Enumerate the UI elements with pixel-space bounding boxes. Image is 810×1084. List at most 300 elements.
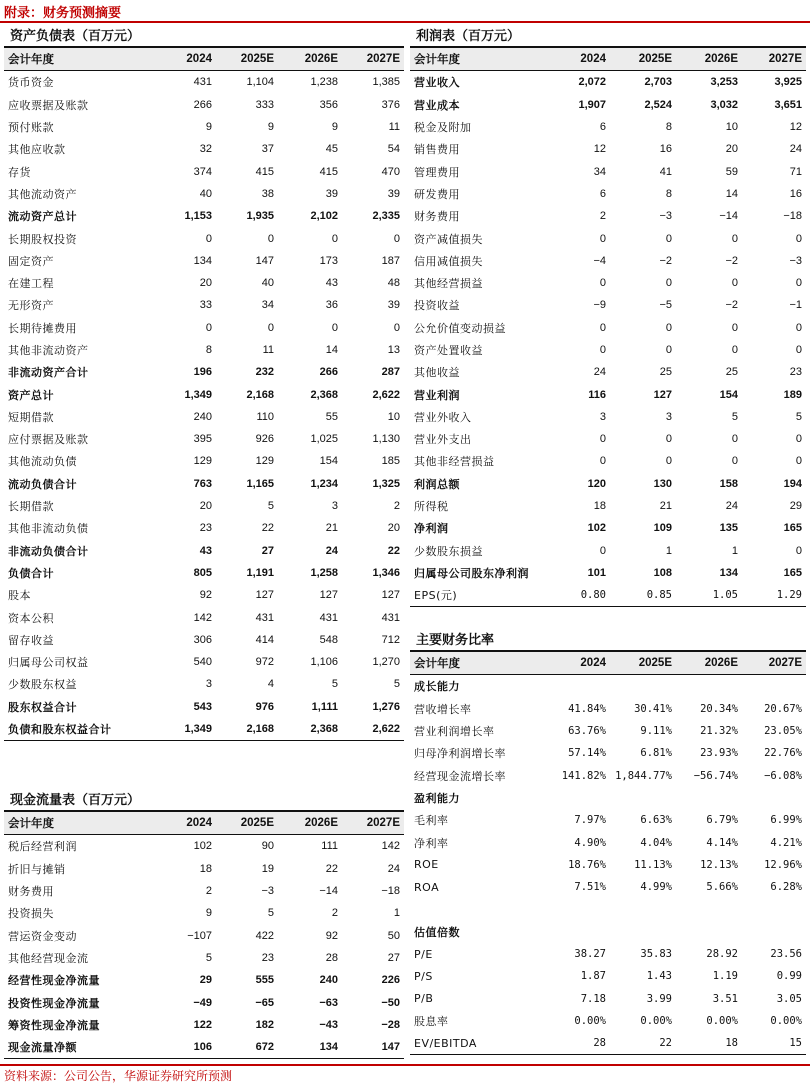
- cash-flow-section: [4, 790, 404, 1059]
- row-value: [544, 921, 610, 943]
- row-value: 134: [193, 254, 212, 267]
- row-value: 1,844.77%: [615, 769, 672, 782]
- row-value: 18: [199, 862, 212, 875]
- row-value: 1,349: [184, 388, 212, 401]
- row-value: 29: [199, 974, 212, 987]
- row-value: 12.96%: [764, 858, 802, 871]
- row-label: 营业利润: [414, 388, 460, 402]
- row-label: 股东权益合计: [8, 700, 77, 714]
- row-value: 0.85: [646, 589, 672, 602]
- row-value: 240: [319, 974, 338, 987]
- row-value: 0.80: [580, 589, 606, 602]
- row-value: 28: [325, 951, 338, 964]
- row-label: ROE: [414, 858, 439, 872]
- table-row: [4, 858, 404, 880]
- row-value: 13: [387, 344, 400, 356]
- row-value: 185: [381, 455, 400, 468]
- row-label: 营业收入: [414, 76, 460, 90]
- row-value: 2,524: [644, 98, 672, 111]
- row-label: 营收增长率: [414, 702, 472, 716]
- row-value: 431: [381, 611, 400, 624]
- row-value: 40: [261, 277, 274, 290]
- row-value: 11: [388, 121, 400, 134]
- row-value: 0: [795, 321, 802, 334]
- header-year: 2027E: [366, 817, 400, 830]
- row-value: 20: [199, 500, 212, 513]
- source-note: 资料来源：公司公告，华源证券研究所预测: [4, 1069, 233, 1083]
- header-year: 2024: [580, 657, 606, 670]
- row-value: 2,622: [372, 388, 400, 401]
- row-value: 23: [789, 366, 802, 379]
- row-label: 流动负债合计: [8, 477, 77, 491]
- row-value: −18: [381, 885, 400, 898]
- table-row: [410, 227, 806, 249]
- header-year: 2026E: [304, 53, 338, 66]
- row-value: 333: [255, 98, 274, 111]
- row-value: 23.93%: [700, 747, 738, 760]
- table-row: [410, 428, 806, 450]
- row-value: 142: [193, 611, 212, 624]
- row-value: 194: [783, 477, 802, 490]
- row-value: 22: [261, 522, 274, 535]
- row-value: 57.14%: [568, 747, 606, 760]
- table-row: [4, 924, 404, 946]
- row-value: −4: [593, 254, 606, 267]
- row-label: 成长能力: [414, 680, 460, 694]
- row-value: 154: [319, 455, 338, 468]
- row-value: 40: [199, 187, 212, 200]
- row-value: 414: [255, 633, 274, 646]
- row-value: 0: [267, 321, 274, 334]
- row-value: 25: [725, 366, 738, 379]
- row-label: 股本: [8, 589, 31, 603]
- title-divider: [0, 21, 810, 23]
- row-value: 1,234: [310, 477, 338, 490]
- table-row: [4, 540, 404, 562]
- row-value: 0: [331, 232, 338, 245]
- row-value: 101: [587, 566, 606, 579]
- row-label: [410, 898, 544, 920]
- row-value: 142: [381, 840, 400, 853]
- row-value: 0: [731, 433, 738, 446]
- row-value: 1,385: [372, 76, 400, 89]
- row-label: P/B: [414, 992, 434, 1006]
- row-label: 盈利能力: [414, 791, 460, 805]
- row-value: 1,104: [246, 76, 274, 89]
- row-value: 431: [193, 76, 212, 89]
- row-label: 净利润: [414, 522, 449, 536]
- row-value: −49: [193, 996, 212, 1009]
- row-value: 129: [193, 455, 212, 468]
- row-label: 货币资金: [8, 76, 54, 90]
- row-value: 22: [325, 862, 338, 875]
- table-row: [410, 450, 806, 472]
- row-value: 108: [653, 566, 672, 579]
- row-value: 6.81%: [640, 747, 672, 760]
- row-value: 0: [599, 544, 606, 557]
- row-value: [676, 787, 742, 809]
- row-value: 120: [587, 477, 606, 490]
- row-value: 3.51: [712, 992, 738, 1005]
- row-value: 356: [319, 98, 338, 111]
- row-value: 431: [319, 611, 338, 624]
- row-value: 12.13%: [700, 858, 738, 871]
- row-label: 折旧与摊销: [8, 862, 66, 876]
- row-label: 其他应收款: [8, 143, 66, 157]
- table-row: [410, 71, 806, 94]
- table-row: [4, 339, 404, 361]
- row-value: 1.05: [712, 589, 738, 602]
- row-value: 395: [193, 433, 212, 446]
- row-value: 45: [325, 143, 338, 156]
- row-label: 资本公积: [8, 611, 54, 625]
- header-year: 2026E: [304, 817, 338, 830]
- row-value: 2,168: [246, 388, 274, 401]
- row-value: −3: [659, 210, 672, 223]
- row-value: 2,368: [310, 723, 338, 736]
- row-value: 470: [381, 165, 400, 178]
- row-value: 6.63%: [640, 814, 672, 827]
- table-row: [4, 835, 404, 858]
- row-value: 555: [255, 974, 274, 987]
- table-row: [410, 406, 806, 428]
- row-value: 27: [387, 951, 400, 964]
- header-year: 2027E: [768, 657, 802, 670]
- row-value: 90: [261, 840, 274, 853]
- row-label: 估值倍数: [414, 925, 460, 939]
- row-value: 266: [319, 366, 338, 379]
- row-value: 2,102: [310, 210, 338, 223]
- row-label: 非流动负债合计: [8, 544, 89, 558]
- table-row: [410, 1010, 806, 1032]
- row-value: 110: [256, 410, 274, 423]
- row-value: [742, 921, 806, 943]
- row-value: 8: [205, 344, 212, 356]
- table-row: [410, 854, 806, 876]
- row-value: 232: [255, 366, 274, 379]
- row-label: 负债和股东权益合计: [8, 723, 112, 737]
- table-row: [410, 473, 806, 495]
- row-value: 1,106: [310, 656, 338, 669]
- table-row: [410, 317, 806, 339]
- table-row: [4, 651, 404, 673]
- table-row: [410, 787, 806, 809]
- table-row: [4, 562, 404, 584]
- row-value: 8: [665, 187, 672, 200]
- row-value: 38: [261, 187, 274, 200]
- row-value: 266: [193, 98, 212, 111]
- row-value: 0: [665, 433, 672, 446]
- row-label: ROA: [414, 880, 440, 894]
- table-row: [4, 361, 404, 383]
- row-value: [742, 787, 806, 809]
- row-value: 48: [387, 277, 400, 290]
- table-row: [410, 1032, 806, 1055]
- row-value: 805: [193, 566, 212, 579]
- table-row: [4, 517, 404, 539]
- row-value: 306: [193, 633, 212, 646]
- row-label: 营运资金变动: [8, 929, 77, 943]
- row-value: 23: [199, 522, 212, 535]
- row-label: 其他经营现金流: [8, 951, 89, 965]
- row-value: 1,258: [310, 566, 338, 579]
- row-value: 2: [393, 500, 400, 513]
- row-value: 1,907: [578, 98, 606, 111]
- row-value: 2,703: [644, 76, 672, 89]
- row-label: 长期待摊费用: [8, 321, 77, 335]
- table-row: [410, 720, 806, 742]
- row-value: [676, 921, 742, 943]
- row-value: 1,025: [310, 433, 338, 446]
- financial-ratios-table: [410, 652, 806, 1055]
- row-value: 540: [193, 656, 212, 669]
- row-value: 34: [593, 165, 606, 178]
- row-value: 23.56: [770, 948, 802, 960]
- row-value: 0.00%: [706, 1014, 738, 1027]
- header-row: [410, 48, 806, 71]
- row-value: 4.14%: [706, 836, 738, 849]
- row-value: 102: [587, 522, 606, 535]
- table-row: [4, 991, 404, 1013]
- table-row: [4, 205, 404, 227]
- row-label: 投资性现金净流量: [8, 996, 100, 1010]
- row-value: 0: [331, 321, 338, 334]
- row-label: 非流动资产合计: [8, 366, 89, 380]
- row-value: 43: [199, 544, 212, 557]
- row-label: 研发费用: [414, 187, 460, 201]
- row-label: 信用减值损失: [414, 254, 483, 268]
- row-value: 431: [255, 611, 274, 624]
- row-value: 158: [719, 477, 738, 490]
- row-value: 1,191: [246, 566, 274, 579]
- row-value: 0: [599, 455, 606, 468]
- row-value: 422: [255, 929, 274, 942]
- header-year: 2024: [186, 817, 212, 830]
- row-label: 其他非流动负债: [8, 522, 89, 536]
- row-value: 2,335: [372, 210, 400, 223]
- row-value: 122: [193, 1018, 212, 1031]
- row-value: [544, 787, 610, 809]
- row-value: 19: [261, 862, 274, 875]
- table-row: [4, 969, 404, 991]
- row-value: 127: [653, 388, 672, 401]
- row-value: 0: [665, 455, 672, 468]
- row-value: 4.21%: [770, 836, 802, 849]
- table-row: [4, 606, 404, 628]
- row-value: 12: [789, 121, 802, 134]
- table-row: [410, 584, 806, 607]
- row-value: 1,130: [372, 433, 400, 446]
- cash-flow-title: 现金流量表（百万元）: [4, 790, 404, 812]
- row-value: 5: [331, 678, 338, 691]
- row-label: 营业成本: [414, 98, 460, 112]
- page-title: 附录：财务预测摘要: [4, 6, 122, 21]
- table-row: [4, 250, 404, 272]
- financial-ratios-title: 主要财务比率: [410, 630, 806, 652]
- row-value: 21: [325, 522, 338, 535]
- table-row: [410, 294, 806, 316]
- row-value: 2,622: [372, 723, 400, 736]
- row-value: −43: [319, 1018, 338, 1031]
- row-value: 0: [795, 433, 802, 446]
- row-value: 41: [659, 165, 672, 178]
- row-value: 1,935: [246, 210, 274, 223]
- table-row: [410, 764, 806, 786]
- row-value: 14: [325, 344, 338, 356]
- row-value: 9: [267, 121, 274, 134]
- row-value: 9: [331, 121, 338, 134]
- row-value: 8: [665, 121, 672, 134]
- row-label: 经营现金流增长率: [414, 769, 506, 783]
- table-row: [4, 272, 404, 294]
- row-value: 189: [783, 388, 802, 401]
- row-value: 39: [387, 299, 400, 312]
- row-value: 1,325: [372, 477, 400, 490]
- row-value: 5: [267, 907, 274, 920]
- row-value: 165: [783, 566, 802, 579]
- row-value: 6: [599, 187, 606, 200]
- row-label: 少数股东权益: [8, 678, 77, 692]
- row-value: 18: [593, 500, 606, 513]
- income-statement-section: [410, 26, 806, 607]
- row-label: 归属母公司股东净利润: [414, 566, 529, 580]
- row-value: 1,270: [372, 656, 400, 669]
- row-value: 134: [319, 1041, 338, 1054]
- row-value: 28.92: [706, 948, 738, 960]
- row-value: 20.67%: [764, 702, 802, 715]
- table-row: [4, 495, 404, 517]
- row-value: −9: [593, 299, 606, 312]
- table-row: [410, 562, 806, 584]
- header-year: 2026E: [704, 657, 738, 670]
- table-row: [4, 718, 404, 741]
- row-value: 0: [795, 455, 802, 468]
- row-value: 24: [725, 500, 738, 513]
- row-value: 0.00%: [574, 1014, 606, 1027]
- row-value: 4: [267, 678, 274, 691]
- row-label: 所得税: [414, 500, 449, 514]
- row-value: 3,032: [710, 98, 738, 111]
- row-value: 0: [599, 321, 606, 334]
- row-value: 287: [381, 366, 400, 379]
- table-row: [410, 205, 806, 227]
- row-label: 现金流量净额: [8, 1041, 77, 1055]
- row-value: 11.13%: [634, 858, 672, 871]
- row-value: 54: [387, 143, 400, 156]
- row-value: 0: [665, 277, 672, 290]
- table-row: [4, 71, 404, 94]
- row-value: 187: [381, 254, 400, 267]
- header-year: 2027E: [366, 53, 400, 66]
- row-value: 0.99: [776, 970, 802, 983]
- table-row: [410, 160, 806, 182]
- row-value: 3: [205, 678, 212, 691]
- row-value: 127: [381, 589, 400, 602]
- row-value: 0: [665, 321, 672, 334]
- row-label: 公允价值变动损益: [414, 321, 506, 335]
- footer-divider: [0, 1064, 810, 1066]
- row-value: −28: [381, 1018, 400, 1031]
- header-year: 2025E: [638, 657, 672, 670]
- row-label: 经营性现金净流量: [8, 974, 100, 988]
- table-row: [4, 673, 404, 695]
- row-value: 141.82%: [561, 769, 606, 782]
- row-value: 18.76%: [568, 858, 606, 871]
- row-value: 240: [193, 410, 212, 423]
- financial-ratios-section: [410, 630, 806, 1055]
- row-value: 0: [393, 232, 400, 245]
- table-row: [410, 987, 806, 1009]
- row-value: 39: [387, 187, 400, 200]
- row-value: −14: [319, 885, 338, 898]
- row-value: −50: [381, 996, 400, 1009]
- table-row: [410, 383, 806, 405]
- income-statement-table: [410, 48, 806, 607]
- row-label: 固定资产: [8, 254, 54, 268]
- header-year: 2027E: [768, 53, 802, 66]
- row-value: 2: [599, 210, 606, 223]
- row-value: 37: [261, 143, 274, 156]
- row-value: 102: [193, 840, 212, 853]
- row-value: 3,651: [774, 98, 802, 111]
- row-value: −2: [725, 254, 738, 267]
- row-label: 流动资产总计: [8, 210, 77, 224]
- row-label: 短期借款: [8, 410, 54, 424]
- table-row: [410, 876, 806, 898]
- row-value: −6.08%: [764, 769, 802, 782]
- row-value: 6: [599, 121, 606, 134]
- table-row: [410, 183, 806, 205]
- row-value: [544, 898, 610, 920]
- row-value: 5: [731, 410, 738, 423]
- row-value: 15: [789, 1037, 802, 1050]
- table-row: [4, 294, 404, 316]
- row-value: 1,238: [310, 76, 338, 89]
- header-row: [4, 48, 404, 71]
- table-row: [410, 339, 806, 361]
- row-value: 36: [325, 299, 338, 312]
- row-value: 5: [393, 678, 400, 691]
- table-row: [4, 1014, 404, 1036]
- row-value: 2,368: [310, 388, 338, 401]
- row-value: 27: [261, 544, 274, 557]
- table-row: [4, 160, 404, 182]
- row-value: 226: [381, 974, 400, 987]
- row-label: 投资损失: [8, 907, 54, 921]
- row-value: 196: [193, 366, 212, 379]
- row-value: 7.51%: [574, 881, 606, 894]
- row-value: 1.29: [776, 589, 802, 602]
- row-value: [742, 898, 806, 920]
- row-value: 34: [261, 299, 274, 312]
- row-value: 24: [387, 862, 400, 875]
- row-label: 其他收益: [414, 366, 460, 380]
- row-value: −14: [719, 210, 738, 223]
- row-value: 0: [665, 232, 672, 245]
- table-row: [410, 250, 806, 272]
- row-value: 0: [267, 232, 274, 245]
- row-value: 127: [319, 589, 338, 602]
- row-value: 3: [599, 410, 606, 423]
- row-label: 无形资产: [8, 299, 54, 313]
- row-value: [610, 675, 676, 698]
- row-value: 22: [387, 544, 400, 557]
- row-value: 0: [731, 321, 738, 334]
- row-value: 7.97%: [574, 814, 606, 827]
- row-value: 1.43: [646, 970, 672, 983]
- row-value: −2: [659, 254, 672, 267]
- header-label: 会计年度: [414, 658, 460, 671]
